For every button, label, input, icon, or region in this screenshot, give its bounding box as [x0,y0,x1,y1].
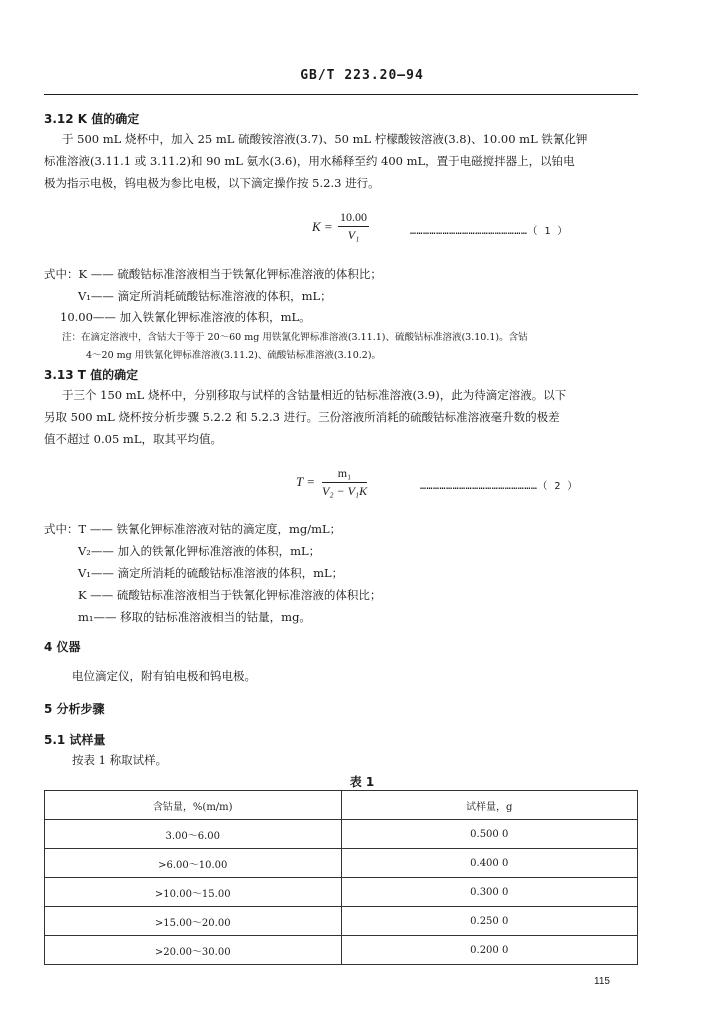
table-row [45,849,638,878]
s313-paragraph-line-1: 于三个 150 mL 烧杯中，分别移取与试样的含钴量相近的钴标准溶液(3.9)，此为待滴定溶液。以下 [62,388,567,402]
equation-1-denominator: V₁ [347,228,360,242]
s51-paragraph: 按表 1 称取试样。 [72,753,168,767]
table-cell-sample-mass: 0.200 0 [341,936,638,965]
table-cell-sample-mass: 0.500 0 [341,820,638,849]
s4-paragraph: 电位滴定仪，附有铂电极和钨电极。 [72,669,256,683]
table-cell-cobalt-content: >10.00～15.00 [45,878,342,907]
equation-1-lhs: K = [312,219,333,234]
equation-1-numerator: 10.00 [338,210,369,227]
s313-paragraph-line-2: 另取 500 mL 烧杯按分析步骤 5.2.2 和 5.2.3 进行。三份溶液所消耗的硫酸钴标准溶液毫升数的极差 [44,410,560,424]
table-header-sample-mass: 试样量，g [341,791,638,820]
eq2-where-line-5: m₁—— 移取的钴标准溶液相当的钴量，mg。 [78,610,311,624]
equation-2-number: ………………………………………………（ 2 ） [420,481,578,492]
equation-1-fraction [338,210,369,243]
table-header-cobalt-content: 含钴量，%(m/m) [45,791,342,820]
eq2-where-line-2: V₂—— 加入的铁氰化钾标准溶液的体积，mL； [78,544,321,558]
header-rule [44,94,638,95]
table-1-caption: 表 1 [349,775,375,789]
table-cell-cobalt-content: 3.00～6.00 [45,820,342,849]
equation-2-fraction [322,466,367,499]
table-row [45,907,638,936]
table-cell-cobalt-content: >15.00～20.00 [45,907,342,936]
section-3-13-title: 3.13 T 值的确定 [44,368,139,382]
table-cell-sample-mass: 0.250 0 [341,907,638,936]
equation-2-lhs: T = [296,474,316,489]
equation-2-denominator: V₂ − V₁K [322,484,368,498]
eq1-where-line-1: 式中：K —— 硫酸钴标准溶液相当于铁氰化钾标准溶液的体积比； [44,267,382,281]
table-cell-cobalt-content: >6.00～10.00 [45,849,342,878]
s312-paragraph-line-1: 于 500 mL 烧杯中，加入 25 mL 硫酸铵溶液(3.7)、50 mL 柠檬酸铵溶液(3.8)、10.00 mL 铁氰化钾 [62,132,588,146]
table-header-row [45,791,638,820]
s313-paragraph-line-3: 值不超过 0.05 mL，取其平均值。 [44,432,222,446]
eq2-where-line-4: K —— 硫酸钴标准溶液相当于铁氰化钾标准溶液的体积比； [78,588,382,602]
section-5-title: 5 分析步骤 [44,702,105,716]
note-line-1: 注：在滴定溶液中，含钴大于等于 20～60 mg 用铁氰化钾标准溶液(3.11.1)、硫酸钴标准溶液(3.10.1)。含钴 [62,332,528,343]
note-line-2: 4～20 mg 用铁氰化钾标准溶液(3.11.2)、硫酸钴标准溶液(3.10.2)。 [86,350,382,361]
section-4-title: 4 仪器 [44,640,81,654]
eq2-where-line-1: 式中：T —— 铁氰化钾标准溶液对钴的滴定度，mg/mL； [44,522,342,536]
section-5-1-title: 5.1 试样量 [44,733,106,747]
table-cell-sample-mass: 0.400 0 [341,849,638,878]
table-cell-sample-mass: 0.300 0 [341,878,638,907]
table-row [45,820,638,849]
eq2-where-line-3: V₁—— 滴定所消耗的硫酸钴标准溶液的体积，mL； [78,566,344,580]
eq1-where-line-3: 10.00—— 加入铁氰化钾标准溶液的体积，mL。 [60,310,311,324]
s312-paragraph-line-3: 极为指示电极，钨电极为参比电极，以下滴定操作按 5.2.3 进行。 [44,176,380,190]
page-number: 115 [594,976,610,987]
table-row [45,936,638,965]
table-cell-cobalt-content: >20.00～30.00 [45,936,342,965]
s312-paragraph-line-2: 标准溶液(3.11.1 或 3.11.2)和 90 mL 氨水(3.6)，用水稀释至约 400 mL，置于电磁搅拌器上，以铂电 [44,154,575,168]
header-standard-code: GB/T 223.20—94 [300,68,424,83]
table-1 [44,790,638,965]
eq1-where-line-2: V₁—— 滴定所消耗硫酸钴标准溶液的体积，mL； [78,289,332,303]
section-3-12-title: 3.12 K 值的确定 [44,112,140,126]
equation-1-number: ………………………………………………（ 1 ） [410,226,568,237]
table-row [45,878,638,907]
equation-2-numerator: m₁ [322,466,367,483]
